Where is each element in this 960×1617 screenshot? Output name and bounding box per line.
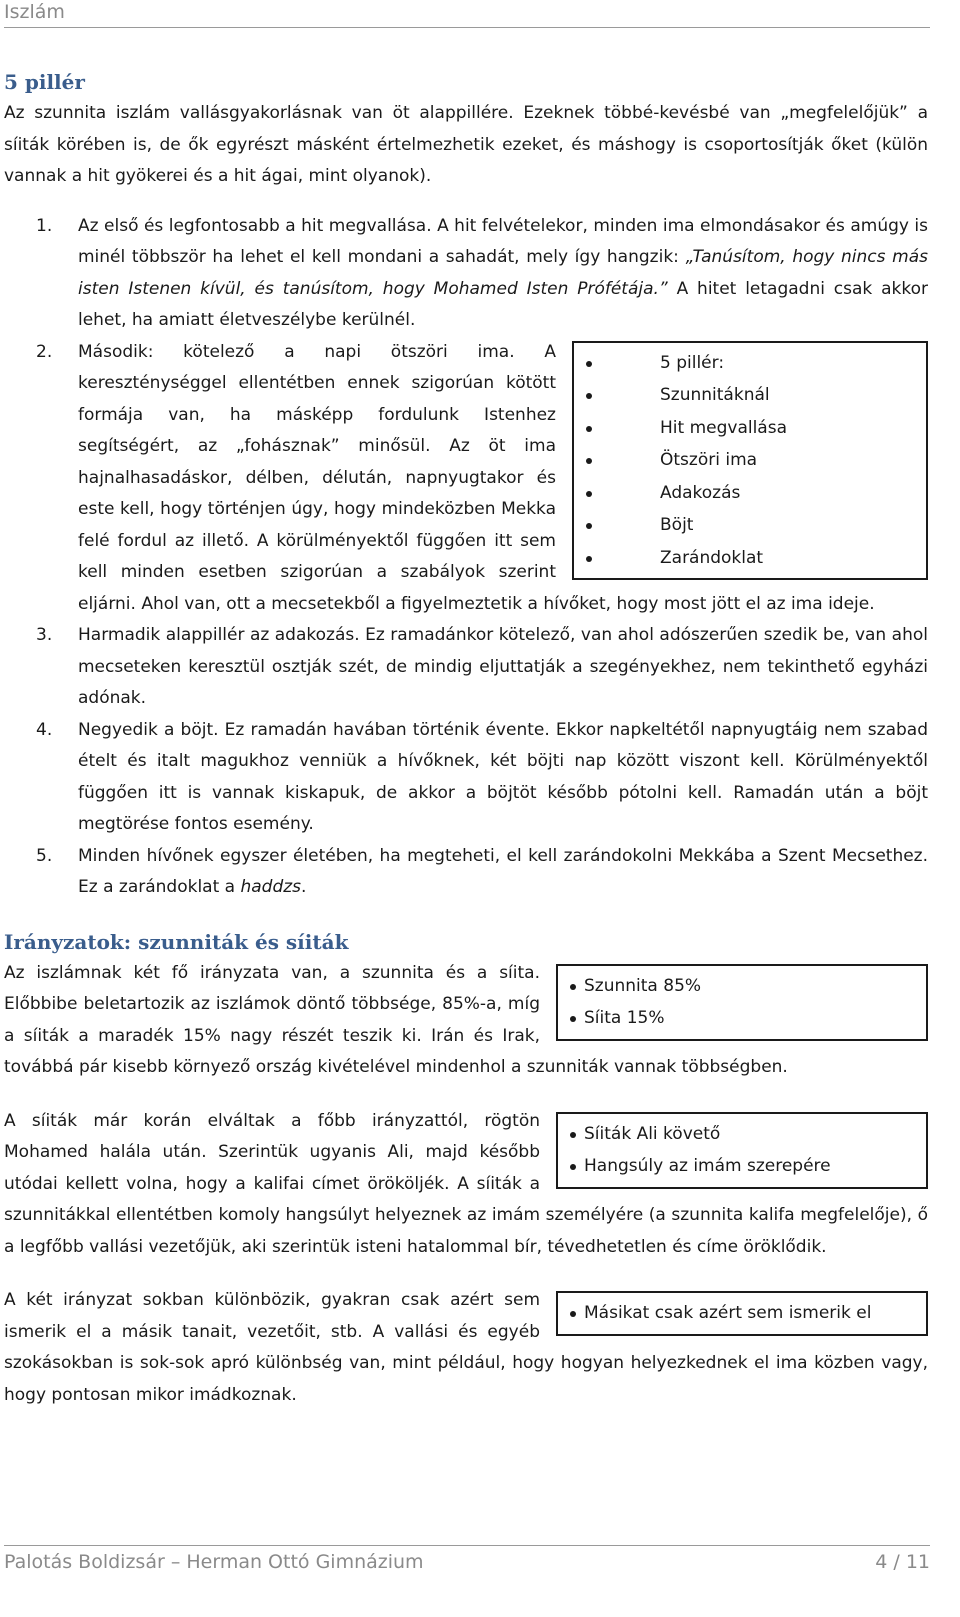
summary-box-differences [556, 1291, 928, 1336]
footer-author: Palotás Boldizsár – Herman Ottó Gimnázium [4, 1551, 424, 1573]
header-title: Iszlám [4, 1, 65, 23]
document-body [4, 66, 928, 1411]
summary-item: Hangsúly az imám szerepére [570, 1150, 918, 1183]
summary-item: Ötszöri ima [586, 444, 918, 477]
pillars-intro: Az szunnita iszlám vallásgyakorlásnak van öt alappillére. Ezeknek többé-kevésbé van „megfelelőjük” a síiták körében is, de ők egyrészt másként értelmezhetik ezeket, és máshogy is csoportosítják őket (külön vannak a hit gyökerei és a hit ágai, mint olyanok). [4, 103, 928, 186]
list-item: 2. 5 pillér: Szunnitáknál Hit megvallása Ötszöri ima Adakozás Böjt Zarándoklat Második: kötelező a napi ötszöri ima. A kereszténységgel ellentétben ennek szigorúan kötött formája van, ha másképp fordulunk Istenhez segítségért, az „fohásznak” minősül. Az öt ima hajnalhasadáskor, délben, délután, napnyugtakor és este kell, hogy történjen úgy, hogy mindeközben Mekka felé fordul az illető. A körülményektől függően itt sem kell minden esetben szigorúan a szabályok szerint eljárni. Ahol van, ott a mecsetekből a figyelmeztetik a hívőket, hogy most jött el az ima ideje. [4, 337, 928, 621]
summary-item: Hit megvallása [586, 412, 918, 445]
hajj-term: haddzs [240, 877, 302, 897]
summary-item: Síiták Ali követő [570, 1118, 918, 1151]
shahada-quote: „Tanúsítom, hogy nincs más isten Istenen kívül, és tanúsítom, hogy Mohamed Isten Prófétája.” [78, 247, 928, 299]
pillars-list [4, 211, 928, 904]
summary-item: Szunnita 85% [570, 970, 918, 1003]
branches-paragraph-2: A síiták már korán elváltak a főbb irányzattól, rögtön Mohamed halála után. Szerintük ugyanis Ali, majd később utódai kellett volna, hogy a kalifai címet örököljék. A síiták a szunnitákkal ellentétben komoly hangsúlyt helyeznek az imám személyére (a szunnita kalifa megfelelője), ő a legfőbb vallási vezetőjük, aki szerintük isteni hatalommal bír, tévedhetetlen és címe öröklődik. [4, 1110, 928, 1257]
summary-item: Másikat csak azért sem ismerik el [570, 1297, 918, 1330]
list-item: 3. Harmadik alappillér az adakozás. Ez ramadánkor kötelező, van ahol adószerűen szedik be, van ahol mecseteken keresztül osztják szét, de mindig eljuttatják a szegényekhez, nem tekinthető egyházi adónak. [36, 625, 928, 708]
summary-item: Síita 15% [570, 1002, 918, 1035]
summary-item: Böjt [586, 509, 918, 542]
branches-paragraph-3: A két irányzat sokban különbözik, gyakran csak azért sem ismerik el a másik tanait, vezetőit, stb. A vallási és egyéb szokásokban is sok-sok apró különbség van, mint például, hogy hogyan helyezkednek el ima közben vagy, hogy pontosan mikor imádkoznak. [4, 1290, 928, 1405]
summary-item: 5 pillér: [586, 347, 918, 380]
summary-item: Szunnitáknál [586, 379, 918, 412]
list-item: 1. Az első és legfontosabb a hit megvallása. A hit felvételekor, minden ima elmondásakor és amúgy is minél többször ha lehet el kell mondani a sahadát, mely így hangzik: „Tanúsítom, hogy nincs más isten Istenen kívül, és tanúsítom, hogy Mohamed Isten Prófétája.” A hitet letagadni csak akkor lehet, ha amiatt életveszélybe kerülnél. [36, 215, 929, 330]
section-heading-branches: Irányzatok: szunniták és síiták [4, 929, 349, 954]
list-item: 4. Negyedik a böjt. Ez ramadán havában történik évente. Ekkor napkeltétől napnyugtáig nem szabad ételt és italt magukhoz venniük a hívőknek, két böjti nap között viszont kell. Körülményektől függően itt is vannak kiskapuk, de akkor a böjtöt később pótolni kell. Ramadán után a böjt megtörése fontos esemény. [36, 719, 928, 834]
summary-item: Adakozás [586, 477, 918, 510]
branches-paragraph-1: Az iszlámnak két fő irányzata van, a szunnita és a síita. Előbbibe beletartozik az iszlámok döntő többsége, 85%-a, míg a síiták a maradék 15% nagy részét teszik ki. Irán és Irak, továbbá pár kisebb környező ország kivételével mindenhol a szunniták vannak többségben. [4, 962, 788, 1077]
page-number: 4 / 11 [875, 1551, 930, 1573]
list-item: 5. Minden hívőnek egyszer életében, ha megteheti, el kell zarándokolni Mekkába a Szent Mecsethez. Ez a zarándoklat a haddzs. [36, 845, 928, 897]
section-heading-pillars: 5 pillér [4, 70, 85, 94]
page-footer [4, 1545, 930, 1576]
summary-box-branches [556, 964, 928, 1041]
summary-box-shia [556, 1112, 928, 1189]
summary-box-pillars [572, 341, 928, 581]
page-header [4, 0, 930, 28]
summary-item: Zarándoklat [586, 542, 918, 575]
